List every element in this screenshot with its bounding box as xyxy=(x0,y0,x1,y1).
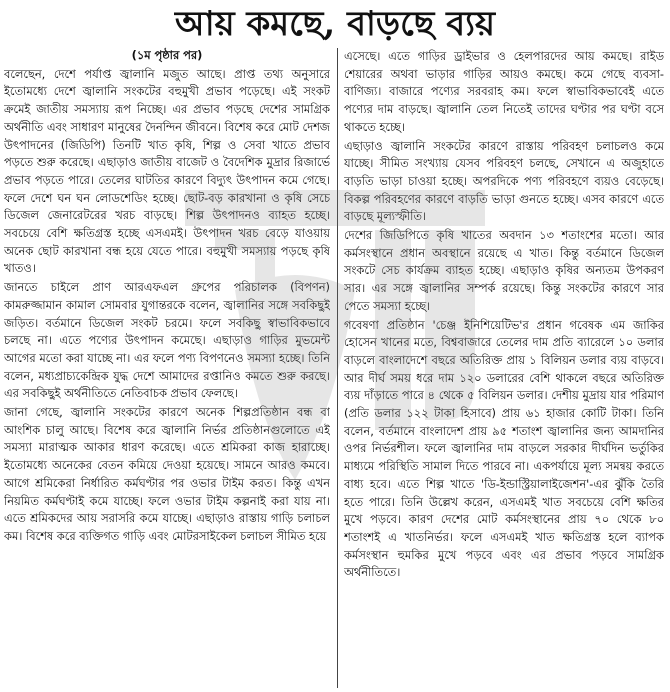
paragraph: জানতে চাইলে প্রাণ আরএফএল গ্রুপের পরিচালক (বিপণন) কামরুজ্জামান কামাল সোমবার যুগান্তরকে বলেন, জ্বালানির সঙ্গে সবকিছুই জড়িত। বর্তমানে ডিজেল সংকট চরমে। ফলে সবকিছু স্বাভাবিকভাবে চলছে না। এতে পণ্যের উৎপাদন কমেছে। এছাড়াও গাড়ির মুভমেন্ট আগের মতো করা যাচ্ছে না। এর ফলে পণ্য বিপণনেও সমস্যা হচ্ছে। তিনি বলেন, মধ্যপ্রাচ্যকেন্দ্রিক যুদ্ধ দেশে আমাদের রপ্তানিও কমতে শুরু করছে। এর সবকিছুই অর্থনীতিতে নেতিবাচক প্রভাব ফেলছে। xyxy=(4,280,330,401)
headline: আয় কমছে, বাড়ছে ব্যয় xyxy=(174,4,496,44)
paragraph: গবেষণা প্রতিষ্ঠান 'চেঞ্জ ইনিশিয়েটিভ'র প্রধান গবেষক এম জাকির হোসেন খানের মতে, বিশ্ববাজারে তেলের দাম প্রতি ব্যারেলে ১০ ডলার বাড়লে বাংলাদেশে বছরে অতিরিক্ত প্রায় ১ বিলিয়ন ডলার ব্যয় বাড়বে। আর দীর্ঘ সময় ধরে দাম ১২০ ডলারের বেশি থাকলে বছরে অতিরিক্ত ব্যয় দাঁড়াতে পারে ৪ থেকে ৫ বিলিয়ন ডলার। দেশীয় মুদ্রায় যার পরিমাণ (প্রতি ডলার ১২২ টাকা হিসাবে) প্রায় ৬১ হাজার কোটি টাকা। তিনি বলেন, বর্তমানে বাংলাদেশ প্রায় ৯৫ শতাংশ জ্বালানির জন্য আমদানির ওপর নির্ভরশীল। ফলে জ্বালানির দাম বাড়লে সরকার দীর্ঘদিন ভর্তুকির মাধ্যমে পরিস্থিতি সামাল দিতে পারবে না। একপর্যায়ে মূল্য সমন্বয় করতে বাধ্য হবে। এতে শিল্প খাতে 'ডি-ইন্ডাস্ট্রিয়ালাইজেশন'-এর ঝুঁকি তৈরি হতে পারে। তিনি উল্লেখ করেন, এসএমই খাত সবচেয়ে বেশি ক্ষতির মুখে পড়বে। কারণ দেশের মোট কর্মসংস্থানের প্রায় ৭০ থেকে ৮০ শতাংশই এ খাতনির্ভর। ফলে এসএমই খাত ক্ষতিগ্রস্ত হলে ব্যাপক কর্মসংস্থান হুমকির মুখে পড়বে এবং এর প্রভাব পড়বে সামগ্রিক অর্থনীতিতে। xyxy=(344,317,664,580)
continued-marker: (১ম পৃষ্ঠার পর) xyxy=(131,48,203,62)
paragraph: দেশের জিডিপিতে কৃষি খাতের অবদান ১৩ শতাংশের মতো। আর কর্মসংস্থানে প্রধান অবস্থানে রয়েছে এ খাত। কিন্তু বর্তমানে ডিজেল সংকটে সেচ কার্যক্রম ব্যাহত হচ্ছে। এছাড়াও কৃষির অন্যতম উপকরণ সার। এর সঙ্গে জ্বালানির সম্পর্ক রয়েছে। কিন্তু সংকটের কারণে সার পেতে সমস্যা হচ্ছে। xyxy=(344,228,664,313)
paragraph: এছাড়াও জ্বালানি সংকটের কারণে রাস্তায় পরিবহণ চলাচলও কমে যাচ্ছে। সীমিত সংখ্যায় যেসব পরিবহণ চলছে, সেখানে এ অজুহাতে বাড়তি ভাড়া চাওয়া হচ্ছে। অপরদিকে পণ্য পরিবহণে ব্যয়ও বেড়েছে। বিকল্প পরিবহণের কারণে বাড়তি ভাড়া গুনতে হচ্ছে। এসব কারণে এতে বাড়ছে মূল্যস্ফীতি। xyxy=(344,138,664,224)
column-divider xyxy=(337,48,338,688)
article-column-right xyxy=(344,48,664,692)
paragraph: এসেছে। এতে গাড়ির ড্রাইভার ও হেলপারদের আয় কমছে। রাইড শেয়ারের অথবা ভাড়ার গাড়ির আয়ও কমছে। কমে গেছে ব্যবসা-বাণিজ্য। বাজারে পণ্যের সরবরাহ কম। ফলে স্বাভাবিকভাবেই এতে পণ্যের দাম বাড়ছে। জ্বালানি তেল নিতেই তাদের ঘণ্টার পর ঘণ্টা বসে থাকতে হচ্ছে। xyxy=(344,49,664,134)
article-column-left xyxy=(4,47,330,692)
paragraph: জানা গেছে, জ্বালানি সংকটের কারণে অনেক শিল্পপ্রতিষ্ঠান বন্ধ বা আংশিক চালু আছে। বিশেষ করে জ্বালানি নির্ভর প্রতিষ্ঠানগুলোতে এই সমস্যা মারাত্মক আকার ধারণ করেছে। এতে শ্রমিকরা কাজ হারাচ্ছে। ইতোমধ্যে অনেকের বেতন কমিয়ে দেওয়া হয়েছে। সামনে আরও কমবে। আগে শ্রমিকেরা নির্ধারিত কর্মঘণ্টার পর ওভার টাইম করত। কিন্তু এখন নিয়মিত কর্মঘণ্টাই কমে যাচ্ছে। ফলে ওভার টাইম কল্পনাই করা যায় না। এতে শ্রমিকদের আয় সরাসরি কমে যাচ্ছে। এছাড়াও রাস্তায় গাড়ি চলাচল কম। বিশেষ করে ব্যক্তিগত গাড়ি এবং মোটরসাইকেল চলাচল সীমিত হয়ে xyxy=(4,405,330,543)
paragraph: বলেছেন, দেশে পর্যাপ্ত জ্বালানি মজুত আছে। প্রাপ্ত তথ্য অনুসারে ইতোমধ্যে দেশে জ্বালানি সংকটের বহুমুখী প্রভাব পড়েছে। এই সংকট ক্রমেই জাতীয় সমস্যায় রূপ নিচ্ছে। এর প্রভাব পড়ছে দেশের সামগ্রিক অর্থনীতি এবং সাধারণ মানুষের দৈনন্দিন জীবনে। বিশেষ করে মোট দেশজ উৎপাদনের (জিডিপি) তিনটি খাত কৃষি, শিল্প ও সেবা খাতে প্রভাব পড়তে শুরু করেছে। এছাড়াও জাতীয় বাজেট ও বৈদেশিক মুদ্রার রিজার্ভে প্রভাব পড়তে পারে। তেলের ঘাটতির কারণে বিদ্যুৎ উৎপাদন কমে গেছে। ফলে দেশে ঘন ঘন লোডশেডিং হচ্ছে। ছোট-বড় কারখানা ও কৃষি সেচে ডিজেল জেনারেটরের খরচ বাড়ছে। শিল্প উৎপাদনও ব্যাহত হচ্ছে। সবচেয়ে বেশি ক্ষতিগ্রস্ত হচ্ছে এসএমই। উৎপাদন খরচ বেড়ে যাওয়ায় অনেক ছোট কারখানা বন্ধ হয়ে যেতে পারে। বহুমুখী সমস্যায় পড়ছে কৃষি খাতও। xyxy=(4,66,330,276)
